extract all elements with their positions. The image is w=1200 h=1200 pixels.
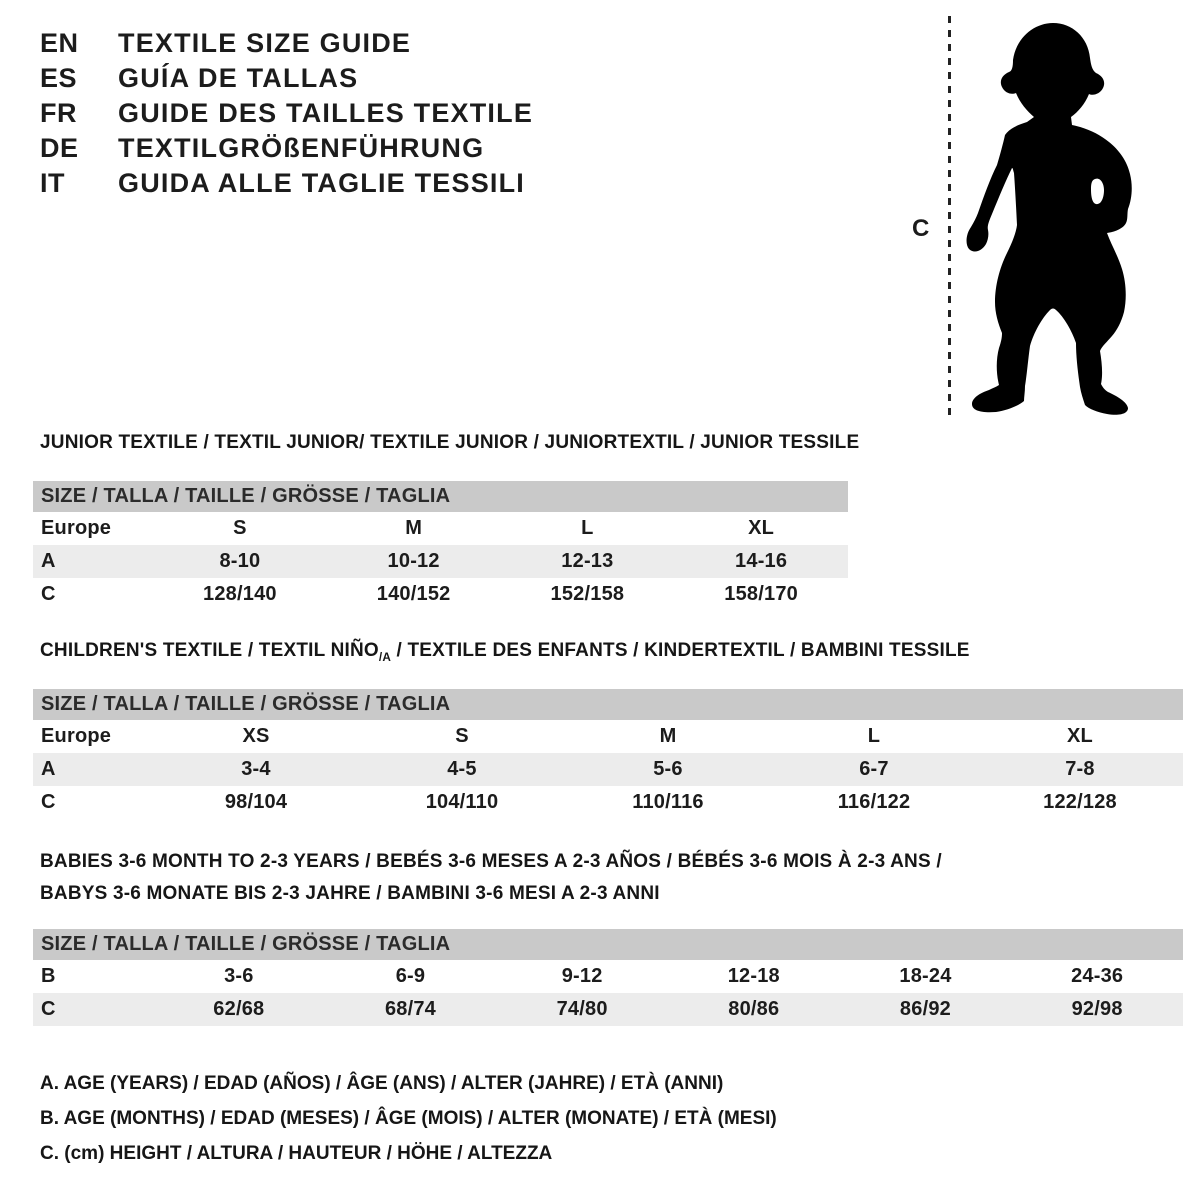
table-row xyxy=(33,993,1183,1026)
size-cell: XS xyxy=(242,725,270,747)
language-code: EN xyxy=(40,28,79,58)
age-cell: 4-5 xyxy=(447,758,477,780)
legend-line-b: B. AGE (MONTHS) / EDAD (MESES) / ÂGE (MOIS) / ALTER (MONATE) / ETÀ (MESI) xyxy=(40,1108,777,1129)
guide-title-fr: GUIDE DES TAILLES TEXTILE xyxy=(118,98,534,128)
children-heading-sub: /A xyxy=(378,650,392,664)
age-cell: 18-24 xyxy=(899,965,952,987)
row-label-b: B xyxy=(41,965,56,987)
babies-size-table-header: SIZE / TALLA / TAILLE / GRÖSSE / TAGLIA xyxy=(33,929,1183,960)
height-cell: 116/122 xyxy=(837,791,911,813)
row-label-a: A xyxy=(41,550,56,572)
row-label-europe: Europe xyxy=(41,517,112,539)
height-cell: 122/128 xyxy=(1043,791,1117,813)
height-dashed-line xyxy=(948,16,951,418)
age-cell: 8-10 xyxy=(219,550,261,572)
legend-line-a: A. AGE (YEARS) / EDAD (AÑOS) / ÂGE (ANS) / ALTER (JAHRE) / ETÀ (ANNI) xyxy=(40,1073,724,1094)
height-cell: 140/152 xyxy=(376,583,451,605)
language-code: IT xyxy=(40,168,65,198)
height-cell: 80/86 xyxy=(728,998,780,1020)
children-size-table xyxy=(33,689,1183,819)
guide-title-de: TEXTILGRÖßENFÜHRUNG xyxy=(118,133,485,163)
language-row-fr xyxy=(40,96,533,131)
language-row-it xyxy=(40,166,533,201)
height-cell: 92/98 xyxy=(1071,998,1123,1020)
size-cell: S xyxy=(455,725,469,747)
babies-heading-line2: BABYS 3-6 MONATE BIS 2-3 JAHRE / BAMBINI 3-6 MESI A 2-3 ANNI xyxy=(40,883,660,904)
guide-title-es: GUÍA DE TALLAS xyxy=(118,63,359,93)
language-code: ES xyxy=(40,63,78,93)
children-size-table-header: SIZE / TALLA / TAILLE / GRÖSSE / TAGLIA xyxy=(33,689,1183,720)
height-cell: 62/68 xyxy=(213,998,265,1020)
age-cell: 7-8 xyxy=(1065,758,1095,780)
height-cell: 110/116 xyxy=(632,791,704,813)
table-row xyxy=(33,960,1183,993)
size-cell: M xyxy=(405,517,423,539)
junior-size-table xyxy=(33,481,848,611)
language-row-en xyxy=(40,26,533,61)
measurement-legend xyxy=(40,1066,777,1171)
size-cell: M xyxy=(659,725,677,747)
size-cell: S xyxy=(233,517,247,539)
age-cell: 10-12 xyxy=(387,550,440,572)
height-cell: 86/92 xyxy=(899,998,951,1020)
height-cell: 68/74 xyxy=(384,998,437,1020)
row-label-c: C xyxy=(41,791,56,813)
age-cell: 14-16 xyxy=(735,550,788,572)
age-cell: 24-36 xyxy=(1071,965,1124,987)
size-cell: XL xyxy=(748,517,775,539)
age-cell: 5-6 xyxy=(653,758,683,780)
height-measure-label-c: C xyxy=(912,215,930,242)
junior-section-heading: JUNIOR TEXTILE / TEXTIL JUNIOR/ TEXTILE JUNIOR / JUNIORTEXTIL / JUNIOR TESSILE xyxy=(40,432,860,453)
children-heading-post: / TEXTILE DES ENFANTS / KINDERTEXTIL / BAMBINI TESSILE xyxy=(391,640,970,661)
row-label-a: A xyxy=(41,758,56,780)
language-code: DE xyxy=(40,133,79,163)
table-row xyxy=(33,753,1183,786)
babies-heading-line1: BABIES 3-6 MONTH TO 2-3 YEARS / BEBÉS 3-6 MESES A 2-3 AÑOS / BÉBÉS 3-6 MOIS À 2-3 ANS / xyxy=(40,851,942,872)
table-row xyxy=(33,545,848,578)
language-code: FR xyxy=(40,98,77,128)
height-cell: 104/110 xyxy=(425,791,499,813)
guide-title-en: TEXTILE SIZE GUIDE xyxy=(118,28,412,58)
size-cell: L xyxy=(581,517,594,539)
table-row xyxy=(33,786,1183,819)
height-cell: 74/80 xyxy=(556,998,608,1020)
guide-title-it: GUIDA ALLE TAGLIE TESSILI xyxy=(118,168,525,198)
row-label-europe: Europe xyxy=(41,725,112,747)
size-cell: XL xyxy=(1067,725,1093,747)
table-row xyxy=(33,720,1183,753)
height-cell: 128/140 xyxy=(203,583,277,605)
height-cell: 158/170 xyxy=(724,583,798,605)
language-title-block xyxy=(40,26,533,201)
age-cell: 12-13 xyxy=(561,550,614,572)
age-cell: 6-7 xyxy=(859,758,889,780)
age-cell: 3-6 xyxy=(224,965,254,987)
language-row-de xyxy=(40,131,533,166)
height-cell: 98/104 xyxy=(224,791,288,813)
table-row xyxy=(33,578,848,611)
toddler-silhouette-icon xyxy=(960,18,1140,418)
row-label-c: C xyxy=(41,583,56,605)
babies-size-table xyxy=(33,929,1183,1026)
babies-section-heading xyxy=(40,846,942,910)
table-row xyxy=(33,512,848,545)
age-cell: 6-9 xyxy=(395,965,426,987)
age-cell: 9-12 xyxy=(561,965,603,987)
size-cell: L xyxy=(867,725,881,747)
row-label-c: C xyxy=(41,998,56,1020)
children-heading-pre: CHILDREN'S TEXTILE / TEXTIL NIÑO xyxy=(40,640,379,661)
age-cell: 3-4 xyxy=(241,758,271,780)
children-section-heading xyxy=(40,640,970,664)
junior-size-table-header: SIZE / TALLA / TAILLE / GRÖSSE / TAGLIA xyxy=(33,481,848,512)
legend-line-c: C. (cm) HEIGHT / ALTURA / HAUTEUR / HÖHE / ALTEZZA xyxy=(40,1143,553,1164)
age-cell: 12-18 xyxy=(727,965,780,987)
language-row-es xyxy=(40,61,533,96)
height-cell: 152/158 xyxy=(550,583,625,605)
